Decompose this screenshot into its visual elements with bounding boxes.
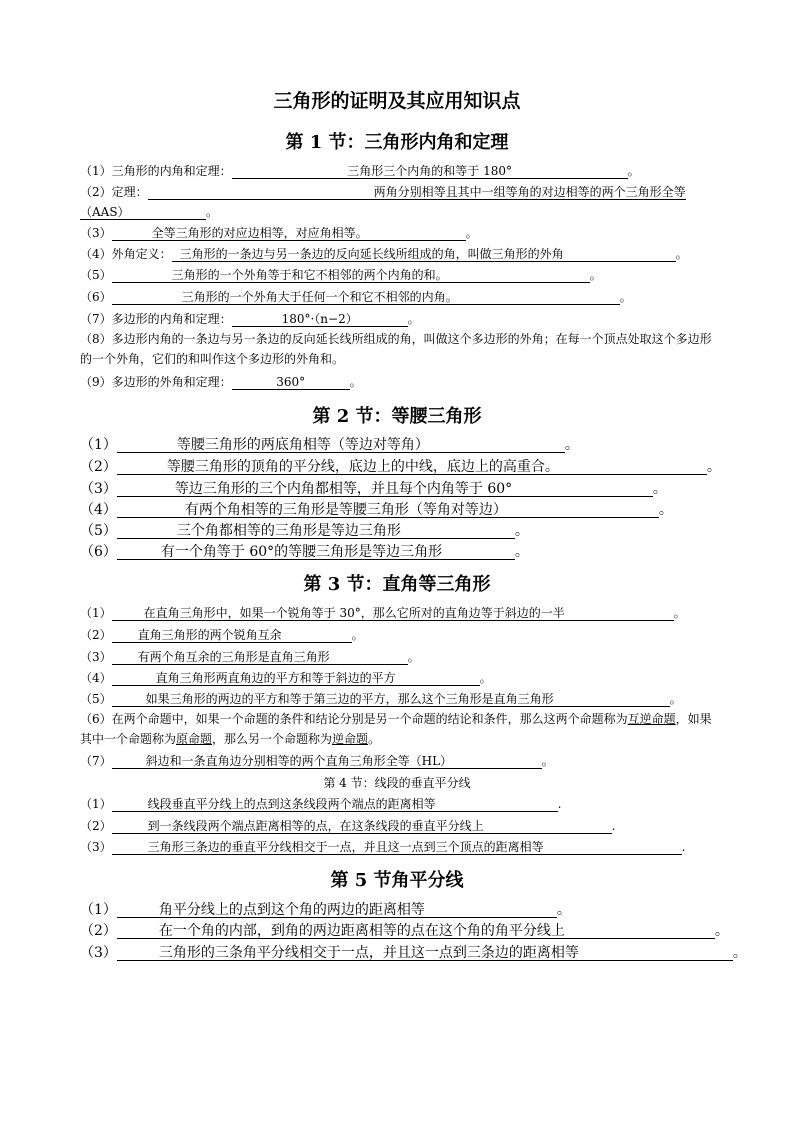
item-label: （4）外角定义： — [80, 247, 172, 261]
item-end: 。 — [407, 650, 420, 664]
item-end: 。 — [514, 523, 529, 539]
item-end: 。 — [627, 164, 640, 178]
answer-blank: 等腰三角形的顶角的平分线，底边上的中线，底边上的高重合。 — [117, 460, 707, 475]
item-end: 。 — [407, 312, 420, 326]
item-label: （3） — [80, 945, 117, 961]
answer-blank: 三角形的一个外角大于任何一个和它不相邻的内角。 — [112, 290, 620, 305]
item-end: 。 — [564, 437, 579, 453]
item-end: 。 — [706, 459, 721, 475]
section-5-title: 第 5 节角平分线 — [330, 870, 464, 891]
item-label: （5） — [80, 692, 112, 706]
item-label: （9）多边形的外角和定理： — [80, 375, 232, 389]
s2-item-6 — [80, 543, 529, 561]
item-label: （6） — [80, 290, 112, 304]
item-label: （7）多边形的内角和定理： — [80, 312, 232, 326]
answer-blank: 角平分线上的点到这个角的两边的距离相等 — [117, 903, 557, 918]
answer-blank: 线段垂直平分线上的点到这条线段两个端点的距离相等 — [112, 797, 558, 812]
answer-blank: 有一个角等于 60°的等腰三角形是等边三角形 — [117, 545, 515, 560]
section-2-title: 第 2 节：等腰三角形 — [312, 406, 482, 427]
section-4-title: 第 4 节：线段的垂直平分线 — [323, 776, 471, 790]
item-end: 。 — [673, 606, 686, 620]
answer-blank: 三角形的一个外角等于和它不相邻的两个内角的和。 — [112, 268, 590, 283]
answer-blank: 有两个角互余的三角形是直角三角形 — [112, 650, 408, 665]
s1-item-2 — [80, 184, 686, 200]
item-end: 。 — [206, 205, 219, 219]
s2-item-5 — [80, 522, 529, 540]
item-label: （4） — [80, 502, 117, 518]
answer-blank: 等腰三角形的两底角相等（等边对等角） — [117, 438, 565, 453]
s1-item-5 — [80, 267, 602, 283]
item-label: （5） — [80, 523, 117, 539]
item-label: （5） — [80, 268, 112, 282]
s4-item-2 — [80, 818, 615, 834]
answer-blank: 等边三角形的三个内角都相等，并且每个内角等于 60° — [117, 482, 653, 497]
s2-item-2 — [80, 458, 721, 476]
s3-item-5 — [80, 691, 682, 707]
s5-item-2 — [80, 922, 729, 940]
item-label: （2） — [80, 459, 117, 475]
document-title: 三角形的证明及其应用知识点 — [273, 90, 521, 112]
s3-item-3 — [80, 649, 420, 665]
item-label: （6） — [80, 544, 117, 560]
item-end: 。 — [479, 671, 492, 685]
item-end: 。 — [368, 732, 381, 746]
item-end: 。 — [514, 544, 529, 560]
item-label: （1） — [80, 606, 112, 620]
item-end: 。 — [652, 481, 667, 497]
s1-item-3 — [80, 225, 478, 241]
answer-term: 互逆命题 — [627, 712, 676, 726]
item-end: . — [557, 797, 562, 811]
item-end: 。 — [541, 754, 554, 768]
item-label: （2）定理： — [80, 185, 148, 199]
answer-blank: 直角三角形的两个锐角互余 — [112, 628, 352, 643]
item-end: 。 — [556, 902, 571, 918]
item-text: ，如果其中一个命题称为 — [80, 712, 712, 746]
s5-item-1 — [80, 901, 571, 919]
answer-blank: 三角形的三条角平分线相交于一点，并且这一点到三条边的距离相等 — [117, 946, 733, 961]
s3-item-6 — [80, 709, 720, 749]
s2-item-3 — [80, 480, 667, 498]
item-end: 。 — [349, 375, 362, 389]
item-label: （1） — [80, 902, 117, 918]
item-label: （7） — [80, 754, 112, 768]
item-label: （3） — [80, 226, 112, 240]
s1-item-8: （8）多边形内角的一条边与另一条边的反向延长线所组成的角，叫做这个多边形的外角；在每一个顶点处取这个多边形的一个外角，它们的和叫作这个多边形的外角和。 — [80, 332, 712, 366]
answer-blank: 如果三角形的两边的平方和等于第三边的平方，那么这个三角形是直角三角形 — [112, 692, 670, 707]
answer-blank: 全等三角形的对应边相等，对应角相等。 — [112, 226, 466, 241]
answer-blank: 两角分别相等且其中一组等角的对边相等的两个三角形全等 — [148, 185, 686, 200]
item-label: （3） — [80, 840, 112, 854]
answer-blank: 斜边和一条直角边分别相等的两个直角三角形全等（HL） — [112, 754, 542, 769]
answer-term: 原命题 — [176, 732, 213, 746]
s3-item-7 — [80, 753, 554, 769]
s4-item-3 — [80, 839, 685, 855]
item-end: 。 — [675, 247, 688, 261]
item-label: （3） — [80, 481, 117, 497]
item-label: （2） — [80, 628, 112, 642]
item-label: （1）三角形的内角和定理： — [80, 164, 232, 178]
item-end: 。 — [658, 502, 673, 518]
item-label: （3） — [80, 650, 112, 664]
section-3-title: 第 3 节：直角等三角形 — [303, 574, 491, 595]
s3-item-4 — [80, 670, 492, 686]
section-1-title: 第 1 节：三角形内角和定理 — [285, 132, 509, 153]
answer-blank: 在一个角的内部，到角的两边距离相等的点在这个角的角平分线上 — [117, 924, 715, 939]
s2-item-4 — [80, 501, 673, 519]
item-label: （2） — [80, 923, 117, 939]
s1-item-6 — [80, 289, 632, 305]
answer-blank: 三个角都相等的三角形是等边三角形 — [117, 524, 515, 539]
s1-item-1 — [80, 163, 640, 179]
item-end: 。 — [619, 290, 632, 304]
item-end: . — [611, 819, 616, 833]
s4-item-1 — [80, 796, 561, 812]
s1-item-7 — [80, 311, 420, 327]
item-label: （1） — [80, 797, 112, 811]
s1-item-4 — [80, 246, 688, 262]
s1-item-2-cont — [80, 204, 218, 220]
item-end: . — [681, 840, 686, 854]
answer-blank: （AAS） — [80, 205, 206, 220]
answer-blank: 三角形三条边的垂直平分线相交于一点，并且这一点到三个顶点的距离相等 — [112, 840, 682, 855]
answer-blank: 到一条线段两个端点距离相等的点，在这条线段的垂直平分线上 — [112, 819, 612, 834]
s2-item-1 — [80, 436, 579, 454]
answer-blank: 在直角三角形中，如果一个锐角等于 30°，那么它所对的直角边等于斜边的一半 — [112, 606, 674, 621]
s1-item-9 — [80, 374, 362, 390]
s3-item-2 — [80, 627, 364, 643]
answer-blank: 直角三角形两直角边的平方和等于斜边的平方 — [112, 671, 480, 686]
item-end: 。 — [589, 268, 602, 282]
s3-item-1 — [80, 605, 686, 621]
answer-blank: 三角形的一条边与另一条边的反向延长线所组成的角，叫做三角形的外角 — [172, 247, 676, 262]
item-end: 。 — [465, 226, 478, 240]
s5-item-3 — [80, 944, 747, 962]
item-label: （4） — [80, 671, 112, 685]
answer-blank: 360° — [232, 375, 350, 390]
item-end: 。 — [714, 923, 729, 939]
item-text: （6）在两个命题中，如果一个命题的条件和结论分别是另一个命题的结论和条件，那么这两个命题称为 — [80, 712, 628, 726]
answer-blank: 三角形三个内角的和等于 180° — [232, 164, 628, 179]
item-label: （2） — [80, 819, 112, 833]
item-text: ，那么另一个命题称为 — [212, 732, 333, 746]
item-end: 。 — [351, 628, 364, 642]
item-label: （1） — [80, 437, 117, 453]
answer-blank: 有两个角相等的三角形是等腰三角形（等角对等边） — [117, 503, 659, 518]
answer-term: 逆命题 — [332, 732, 369, 746]
item-end: 。 — [732, 945, 747, 961]
answer-blank: 180°·（n−2） — [232, 312, 408, 327]
item-end: 。 — [669, 692, 682, 706]
